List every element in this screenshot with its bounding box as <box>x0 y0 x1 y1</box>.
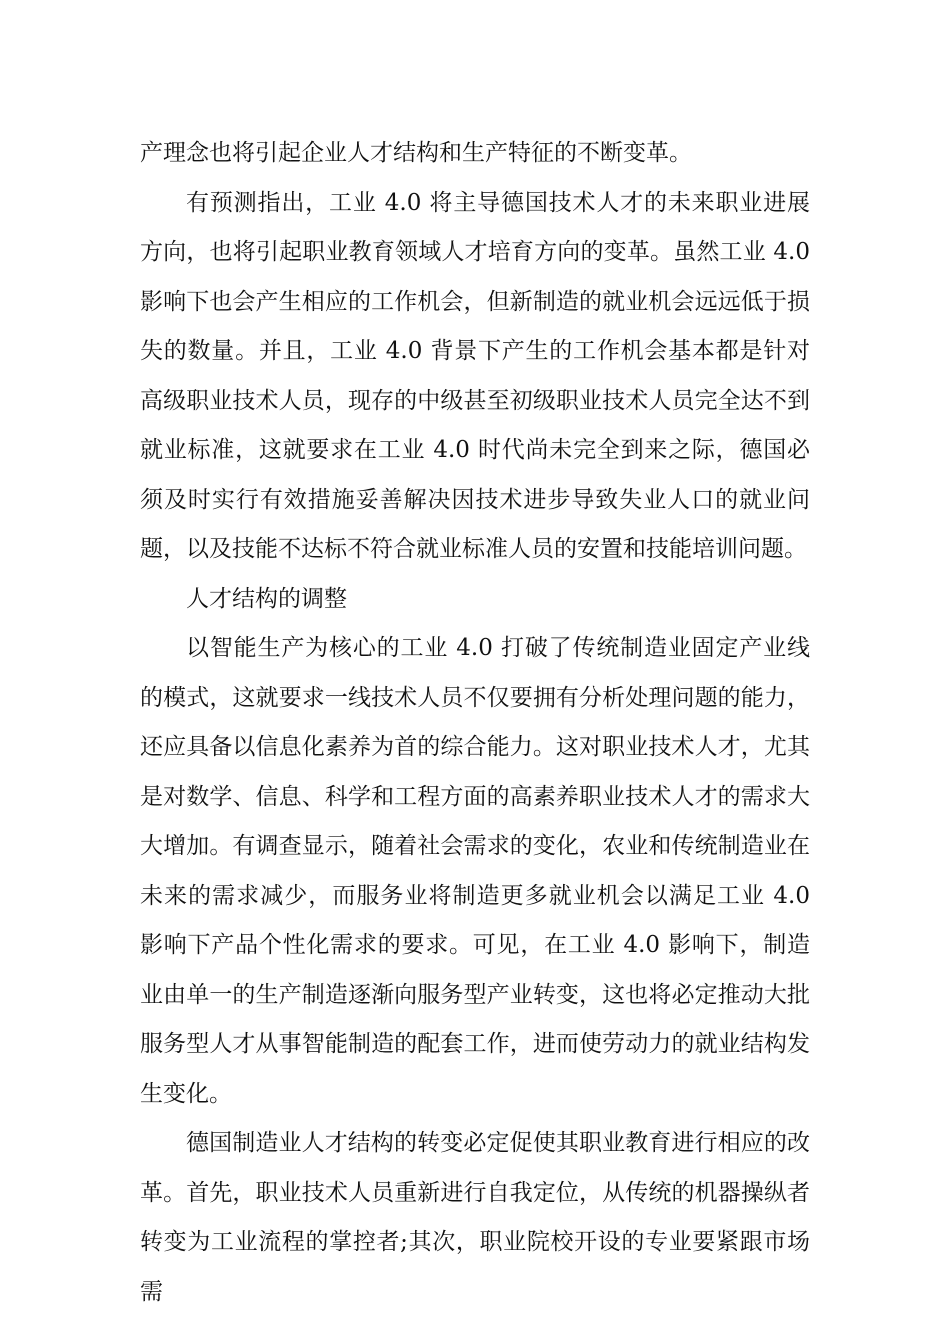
paragraph-continued: 产理念也将引起企业人才结构和生产特征的不断变革。 <box>140 140 692 166</box>
paragraph-talent-structure: 德国制造业人才结构的转变必定促使其职业教育进行相应的改革。首先，职业技术人员重新进行自我定位，从传统的机器操纵者转变为工业流程的掌控者;其次，职业院校开设的专业要紧跟市场需 <box>140 1130 810 1305</box>
paragraph-smart-production: 以智能生产为核心的工业 4.0 打破了传统制造业固定产业线的模式，这就要求一线技术人员不仅要拥有分析处理问题的能力，还应具备以信息化素养为首的综合能力。这对职业技术人才，尤其是对数学、信息、科学和工程方面的高素养职业技术人才的需求大大增加。有调查显示，随着社会需求的变化，农业和传统制造业在未来的需求减少，而服务业将制造更多就业机会以满足工业 4.0 影响下产品个性化需求的要求。可见，在工业 4.0 影响下，制造业由单一的生产制造逐渐向服务型产业转变，这也将必定推动大批服务型人才从事智能制造的配套工作，进而使劳动力的就业结构发生变化。 <box>140 635 810 1107</box>
section-heading: 人才结构的调整 <box>186 585 347 612</box>
document-body <box>140 129 810 1317</box>
paragraph-forecast: 有预测指出，工业 4.0 将主导德国技术人才的未来职业进展方向，也将引起职业教育领域人才培育方向的变革。虽然工业 4.0 影响下也会产生相应的工作机会，但新制造的就业机会远远低于损失的数量。并且，工业 4.0 背景下产生的工作机会基本都是针对高级职业技术人员，现存的中级甚至初级职业技术人员完全达不到就业标准，这就要求在工业 4.0 时代尚未完全到来之际，德国必须及时实行有效措施妥善解决因技术进步导致失业人口的就业问题，以及技能不达标不符合就业标准人员的安置和技能培训问题。 <box>140 189 810 562</box>
